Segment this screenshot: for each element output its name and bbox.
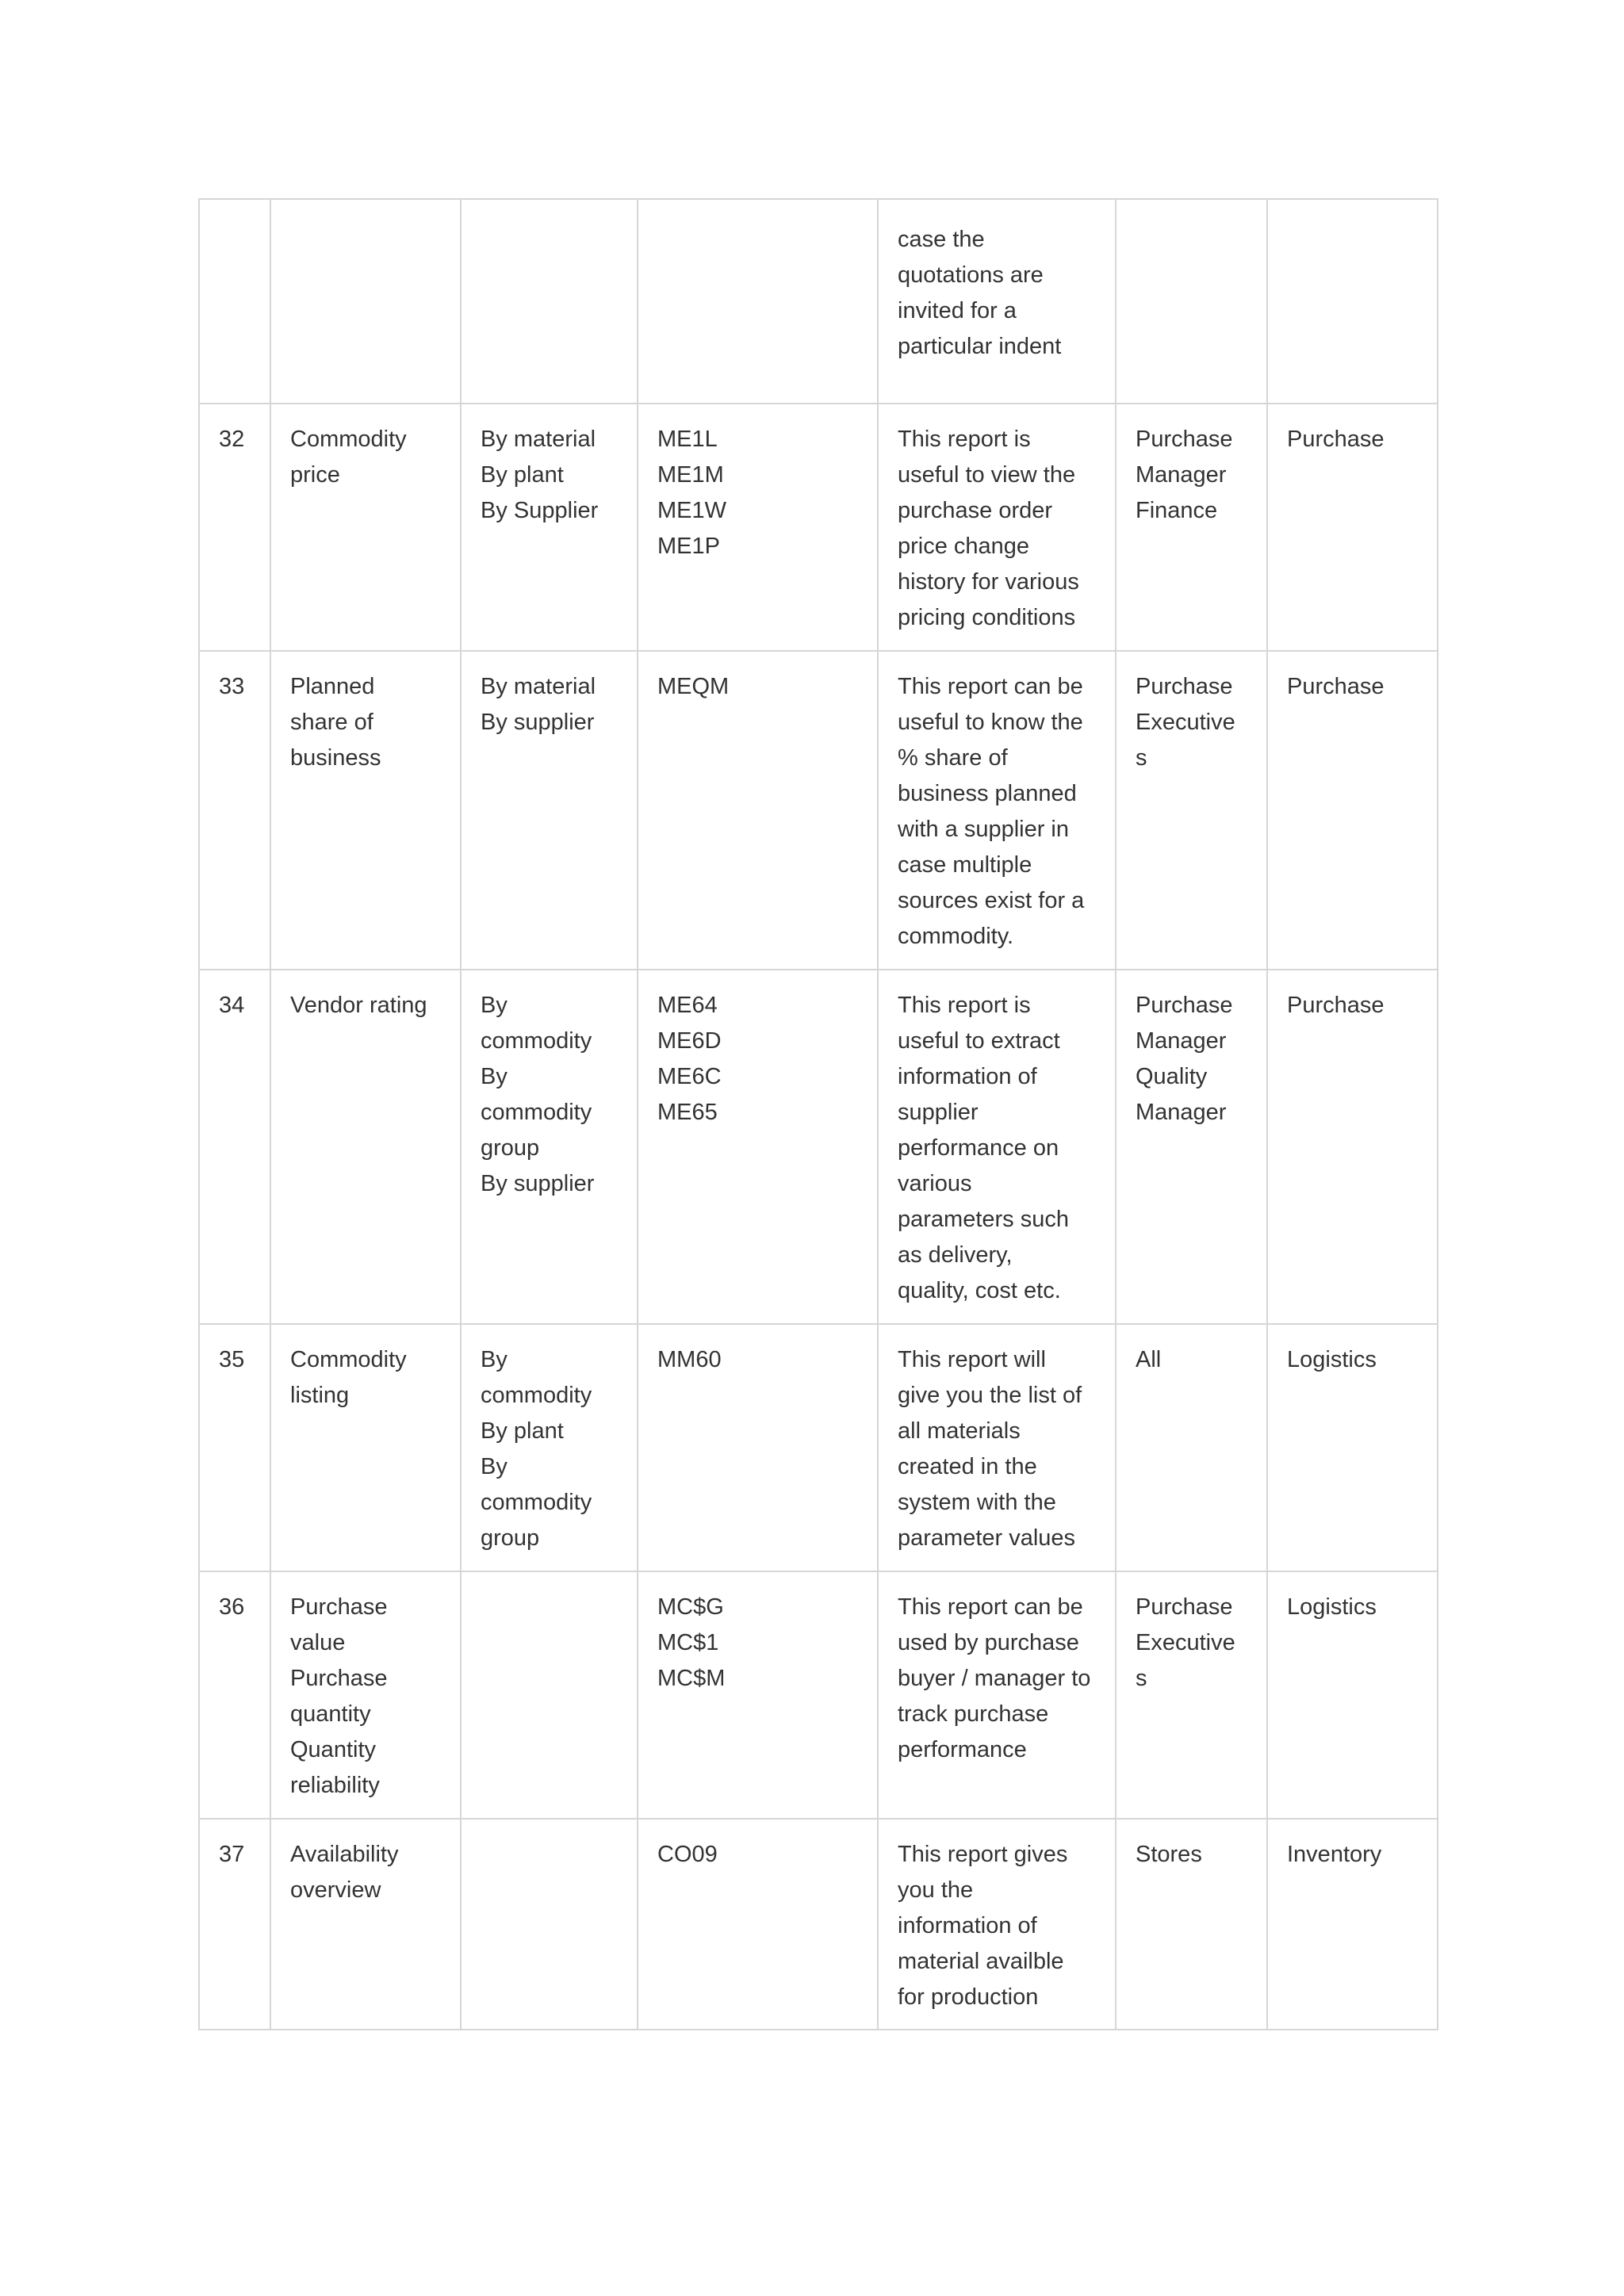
- cell-line: This report gives: [898, 1842, 1068, 1867]
- cell-line: performance: [898, 1737, 1027, 1762]
- cell-line: group: [481, 1525, 540, 1551]
- cell-line: quotations are: [898, 262, 1044, 288]
- cell-line: price change: [898, 534, 1030, 559]
- cell-line: Purchase: [290, 1666, 388, 1691]
- cell-criteria: [461, 199, 638, 404]
- cell-line: performance on: [898, 1135, 1059, 1161]
- cell-line: Executive: [1136, 710, 1235, 735]
- table-row: [199, 970, 1438, 1324]
- cell-line: particular indent: [898, 334, 1062, 359]
- cell-line: useful to view the: [898, 462, 1076, 488]
- table-row: [199, 1571, 1438, 1819]
- cell-line: By material: [481, 427, 596, 452]
- cell-criteria: [461, 404, 638, 651]
- cell-line: price: [290, 462, 340, 488]
- cell-line: By plant: [481, 1418, 564, 1444]
- cell-criteria: [461, 970, 638, 1324]
- cell-tcode: [638, 970, 878, 1324]
- cell-line: buyer / manager to: [898, 1666, 1091, 1691]
- cell-users: [1116, 199, 1267, 404]
- cell-line: parameters such: [898, 1207, 1069, 1232]
- cell-description: [878, 1324, 1116, 1571]
- cell-line: information of: [898, 1913, 1037, 1938]
- cell-line: quality, cost etc.: [898, 1278, 1061, 1303]
- cell-report: [270, 1571, 461, 1819]
- cell-line: commodity.: [898, 924, 1014, 949]
- cell-line: ME6C: [657, 1064, 722, 1089]
- cell-line: material availble: [898, 1949, 1064, 1974]
- cell-line: reliability: [290, 1773, 380, 1798]
- cell-tcode: [638, 651, 878, 970]
- cell-no: 33: [199, 651, 270, 970]
- cell-line: purchase order: [898, 498, 1053, 523]
- cell-line: Purchase: [1136, 993, 1233, 1018]
- cell-line: MC$M: [657, 1666, 726, 1691]
- cell-line: By supplier: [481, 1171, 595, 1196]
- cell-no: 32: [199, 404, 270, 651]
- cell-line: commodity: [481, 1383, 592, 1408]
- cell-line: Executive: [1136, 1630, 1235, 1655]
- cell-report: [270, 404, 461, 651]
- cell-criteria: [461, 1571, 638, 1819]
- table-row-continuation: [199, 199, 1438, 404]
- cell-line: Manager: [1136, 1100, 1227, 1125]
- cell-line: ME1M: [657, 462, 724, 488]
- cell-line: ME1W: [657, 498, 726, 523]
- cell-line: This report is: [898, 427, 1031, 452]
- cell-report: [270, 199, 461, 404]
- cell-line: Purchase: [1287, 427, 1385, 452]
- cell-line: Purchase: [1287, 993, 1385, 1018]
- cell-line: track purchase: [898, 1701, 1049, 1727]
- cell-line: all materials: [898, 1418, 1021, 1444]
- cell-line: system with the: [898, 1490, 1056, 1515]
- cell-line: By material: [481, 674, 596, 699]
- cell-line: s: [1136, 1666, 1147, 1691]
- cell-line: This report can be: [898, 1594, 1083, 1620]
- cell-line: group: [481, 1135, 540, 1161]
- cell-line: ME1P: [657, 534, 720, 559]
- cell-tcode: [638, 1324, 878, 1571]
- table-row: [199, 651, 1438, 970]
- cell-line: with a supplier in: [898, 817, 1069, 842]
- cell-criteria: [461, 1819, 638, 2030]
- cell-line: ME64: [657, 993, 718, 1018]
- cell-line: sources exist for a: [898, 888, 1085, 913]
- cell-report: [270, 1324, 461, 1571]
- cell-users: [1116, 1819, 1267, 2030]
- cell-line: commodity: [481, 1490, 592, 1515]
- cell-line: Logistics: [1287, 1594, 1377, 1620]
- cell-line: Quantity: [290, 1737, 376, 1762]
- cell-criteria: [461, 1324, 638, 1571]
- cell-module: [1267, 199, 1438, 404]
- cell-line: overview: [290, 1877, 381, 1903]
- table-row: [199, 1819, 1438, 2030]
- cell-line: Manager: [1136, 1028, 1227, 1054]
- cell-line: ME65: [657, 1100, 718, 1125]
- cell-line: Stores: [1136, 1842, 1202, 1867]
- cell-line: Purchase: [1136, 674, 1233, 699]
- cell-line: This report will: [898, 1347, 1046, 1372]
- cell-description: [878, 1571, 1116, 1819]
- cell-line: By plant: [481, 462, 564, 488]
- cell-line: created in the: [898, 1454, 1037, 1479]
- cell-line: Purchase: [1287, 674, 1385, 699]
- cell-module: [1267, 1324, 1438, 1571]
- cell-no: 36: [199, 1571, 270, 1819]
- cell-line: for production: [898, 1984, 1039, 2010]
- cell-no: 35: [199, 1324, 270, 1571]
- cell-criteria: [461, 651, 638, 970]
- cell-tcode: [638, 199, 878, 404]
- cell-tcode: [638, 1819, 878, 2030]
- report-table: [198, 198, 1438, 2030]
- cell-line: Planned: [290, 674, 375, 699]
- cell-line: case the: [898, 227, 985, 252]
- cell-line: Logistics: [1287, 1347, 1377, 1372]
- cell-line: listing: [290, 1383, 350, 1408]
- cell-users: [1116, 1571, 1267, 1819]
- cell-line: By: [481, 1454, 508, 1479]
- cell-line: Finance: [1136, 498, 1218, 523]
- cell-users: [1116, 651, 1267, 970]
- cell-line: useful to know the: [898, 710, 1083, 735]
- cell-line: history for various: [898, 569, 1079, 595]
- cell-no: 37: [199, 1819, 270, 2030]
- cell-line: By: [481, 993, 508, 1018]
- cell-line: Manager: [1136, 462, 1227, 488]
- cell-line: This report can be: [898, 674, 1083, 699]
- cell-line: as delivery,: [898, 1242, 1013, 1268]
- cell-module: [1267, 1571, 1438, 1819]
- cell-line: MEQM: [657, 674, 730, 699]
- cell-line: value: [290, 1630, 346, 1655]
- cell-line: MC$G: [657, 1594, 724, 1620]
- cell-line: useful to extract: [898, 1028, 1060, 1054]
- cell-line: Purchase: [1136, 427, 1233, 452]
- cell-module: [1267, 1819, 1438, 2030]
- cell-description: [878, 404, 1116, 651]
- cell-line: Purchase: [290, 1594, 388, 1620]
- cell-line: supplier: [898, 1100, 979, 1125]
- cell-report: [270, 1819, 461, 2030]
- cell-line: By: [481, 1347, 508, 1372]
- cell-line: give you the list of: [898, 1383, 1082, 1408]
- cell-line: commodity: [481, 1028, 592, 1054]
- cell-line: Purchase: [1136, 1594, 1233, 1620]
- cell-description: [878, 651, 1116, 970]
- cell-report: [270, 970, 461, 1324]
- cell-description: [878, 1819, 1116, 2030]
- cell-line: CO09: [657, 1842, 718, 1867]
- cell-line: quantity: [290, 1701, 371, 1727]
- table-row: [199, 1324, 1438, 1571]
- cell-line: Inventory: [1287, 1842, 1382, 1867]
- cell-line: Vendor rating: [290, 993, 427, 1018]
- cell-description: [878, 970, 1116, 1324]
- cell-module: [1267, 404, 1438, 651]
- cell-line: commodity: [481, 1100, 592, 1125]
- cell-description: [878, 199, 1116, 404]
- cell-users: [1116, 1324, 1267, 1571]
- cell-line: s: [1136, 745, 1147, 771]
- cell-line: % share of: [898, 745, 1008, 771]
- cell-line: By: [481, 1064, 508, 1089]
- cell-users: [1116, 970, 1267, 1324]
- cell-line: parameter values: [898, 1525, 1076, 1551]
- cell-line: used by purchase: [898, 1630, 1079, 1655]
- cell-line: various: [898, 1171, 972, 1196]
- cell-module: [1267, 651, 1438, 970]
- cell-line: information of: [898, 1064, 1037, 1089]
- cell-line: ME1L: [657, 427, 718, 452]
- cell-no: [199, 199, 270, 404]
- cell-line: Quality: [1136, 1064, 1208, 1089]
- cell-line: MC$1: [657, 1630, 719, 1655]
- cell-no: 34: [199, 970, 270, 1324]
- cell-line: ME6D: [657, 1028, 722, 1054]
- cell-line: business planned: [898, 781, 1077, 806]
- cell-line: share of: [290, 710, 373, 735]
- cell-line: Commodity: [290, 1347, 407, 1372]
- cell-line: MM60: [657, 1347, 722, 1372]
- cell-line: you the: [898, 1877, 974, 1903]
- cell-users: [1116, 404, 1267, 651]
- cell-line: pricing conditions: [898, 605, 1076, 630]
- cell-report: [270, 651, 461, 970]
- cell-tcode: [638, 1571, 878, 1819]
- cell-line: This report is: [898, 993, 1031, 1018]
- cell-line: By Supplier: [481, 498, 599, 523]
- cell-line: All: [1136, 1347, 1162, 1372]
- cell-line: business: [290, 745, 381, 771]
- cell-line: invited for a: [898, 298, 1017, 323]
- cell-line: case multiple: [898, 852, 1032, 878]
- table-row: [199, 404, 1438, 651]
- cell-tcode: [638, 404, 878, 651]
- cell-module: [1267, 970, 1438, 1324]
- cell-line: By supplier: [481, 710, 595, 735]
- cell-line: Availability: [290, 1842, 399, 1867]
- cell-line: Commodity: [290, 427, 407, 452]
